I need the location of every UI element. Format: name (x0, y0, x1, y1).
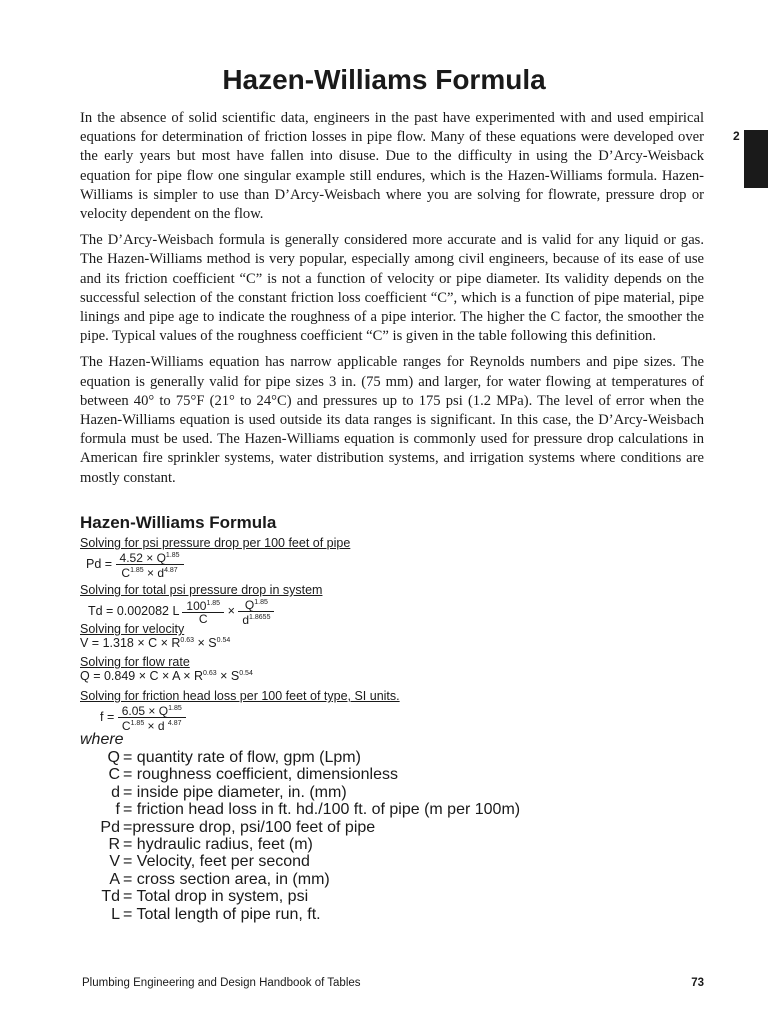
formula-friction-heading: Solving for friction head loss per 100 feet of type, SI units. (80, 689, 400, 703)
formula-td-numerator-2: Q (244, 598, 255, 612)
definition-text: = inside pipe diameter, in. (mm) (123, 783, 347, 801)
definition-symbol: Q (107, 749, 120, 766)
formula-td-times: × (227, 603, 235, 618)
formula-flow-term: Q = 0.849 × C × A × R (80, 669, 203, 683)
paragraph: The Hazen-Williams equation has narrow applicable ranges for Reynolds numbers and pipe sizes. The equation is generally valid for pipe sizes 3 in. (75 mm) and larger, for water flowing at temperatures of between 40° to 75°F (21° to 24°C) and pressures up to 175 psi (1.2 MPa). The level of error when the Hazen-Williams equation is used outside its data ranges is significant. In this case, the D’Arcy-Weisbach formula must be used. The Hazen-Williams equation is commonly used for pressure drop calculations in American fire sprinkler systems, water distribution systems, and irrigation systems where conditions are mostly constant. (80, 354, 704, 486)
exponent: 1.85 (130, 720, 145, 727)
definition-symbol: R (108, 836, 120, 854)
formula-td-numerator-1: 100 (186, 599, 207, 613)
definition-symbol: A (109, 870, 120, 888)
exponent: 4.87 (164, 567, 178, 574)
formula-td-fraction-2 (238, 597, 274, 626)
exponent: 1.8655 (249, 614, 271, 621)
chapter-tab-marker (744, 130, 768, 188)
formula-pd-heading: Solving for psi pressure drop per 100 feet of pipe (80, 536, 351, 550)
formula-friction-lhs: f = (100, 709, 115, 724)
definition-text: = hydraulic radius, feet (m) (123, 836, 313, 854)
definition-row (88, 784, 520, 801)
formula-pd-numerator: 4.52 × Q (119, 551, 166, 565)
definition-symbol: Td (101, 888, 120, 906)
definition-text: = Velocity, feet per second (123, 853, 310, 871)
definition-text: =pressure drop, psi/100 feet of pipe (123, 818, 376, 836)
formula-velocity-heading: Solving for velocity (80, 622, 185, 636)
definition-text: = Total drop in system, psi (123, 888, 309, 906)
definition-text: = cross section area, in (mm) (123, 870, 330, 888)
definition-row (88, 853, 520, 870)
formula-velocity-term: × S (194, 636, 217, 650)
formula-friction-numerator: 6.05 × Q (121, 704, 169, 718)
footer-page-number: 73 (691, 977, 704, 989)
exponent: 0.63 (203, 670, 217, 677)
formula-flow (80, 669, 253, 683)
definition-row (88, 749, 520, 766)
formula-pd-denominator-term: × d (143, 566, 165, 580)
formula-td-heading: Solving for total psi pressure drop in system (80, 583, 323, 597)
formula-friction (100, 703, 186, 732)
definition-symbol: Pd (100, 818, 120, 836)
definition-row (88, 801, 520, 818)
chapter-tab-number: 2 (733, 129, 740, 143)
definition-row (88, 819, 520, 836)
variable-definitions (88, 749, 520, 923)
exponent: 4.87 (167, 720, 182, 727)
where-label: where (80, 731, 124, 748)
definition-row (88, 906, 520, 923)
paragraph: In the absence of solid scientific data, engineers in the past have experimented with and used empirical equations for determination of friction losses in pipe flow. Many of these equations were developed over the early years but most have fallen into disuse. Due to the difficulty in using the D’Arcy-Weisback equation for pipe flow one singular example still endures, which is the Hazen-Williams formula. Hazen-Williams is simpler to use than D’Arcy-Weisbach where you are solving for flowrate, pressure drop or velocity dependent on the flow. (80, 110, 704, 223)
definition-text: = Total length of pipe run, ft. (123, 905, 321, 923)
definition-text: = quantity rate of flow, gpm (Lpm) (123, 749, 361, 766)
definition-symbol: L (111, 905, 120, 923)
body-text (80, 109, 704, 495)
definition-symbol: f (115, 801, 120, 819)
footer-book-title: Plumbing Engineering and Design Handbook of Tables (82, 977, 361, 989)
definition-row (88, 888, 520, 905)
formula-pd-lhs: Pd = (86, 556, 113, 571)
formula-velocity-term: V = 1.318 × C × R (80, 636, 181, 650)
exponent: 0.63 (180, 637, 195, 644)
formula-td-lhs: Td = 0.002082 L (88, 603, 179, 618)
definition-symbol: V (109, 853, 120, 871)
formula-td-denominator-1: C (198, 612, 208, 626)
exponent: 0.54 (239, 670, 253, 677)
formula-pd-fraction (116, 550, 184, 579)
exponent: 1.85 (165, 552, 180, 559)
formula-pd (86, 550, 184, 579)
formula-flow-heading: Solving for flow rate (80, 655, 190, 669)
exponent: 1.85 (254, 599, 268, 606)
formula-friction-fraction (118, 703, 186, 732)
formula-velocity (80, 636, 230, 650)
exponent: 1.85 (206, 600, 221, 607)
page-title: Hazen-Williams Formula (222, 64, 546, 95)
exponent: 1.85 (130, 567, 144, 574)
definition-symbol: C (108, 766, 120, 784)
formula-friction-denominator: C (121, 719, 131, 733)
definition-row (88, 871, 520, 888)
formula-friction-denominator-term: × d (144, 719, 168, 733)
definition-symbol: d (111, 783, 120, 801)
definition-text: = roughness coefficient, dimensionless (123, 766, 398, 784)
definition-row (88, 766, 520, 783)
formula-td-denominator-2: d (242, 613, 250, 627)
definition-text: = friction head loss in ft. hd./100 ft. of pipe (m per 100m) (123, 801, 521, 819)
paragraph: The D’Arcy-Weisbach formula is generally considered more accurate and is valid for any liquid or gas. The Hazen-Williams method is very popular, especially among civil engineers, because of its ease of use and its friction coefficient “C” is not a function of velocity or pipe diameter. Its validity depends on the successful selection of the constant friction loss coefficient “C”, which is a function of pipe material, pipe linings and pipe age to indicate the roughness of a pipe interior. The higher the C factor, the smoother the pipe. Typical values of the roughness coefficient “C” is given in the table following this definition. (80, 232, 704, 345)
formula-td-fraction-1 (182, 598, 224, 625)
definition-row (88, 836, 520, 853)
exponent: 0.54 (216, 637, 231, 644)
exponent: 1.85 (168, 705, 182, 712)
formula-flow-term: × S (216, 669, 240, 683)
formula-pd-denominator: C (121, 566, 131, 580)
section-title: Hazen-Williams Formula (80, 513, 277, 532)
